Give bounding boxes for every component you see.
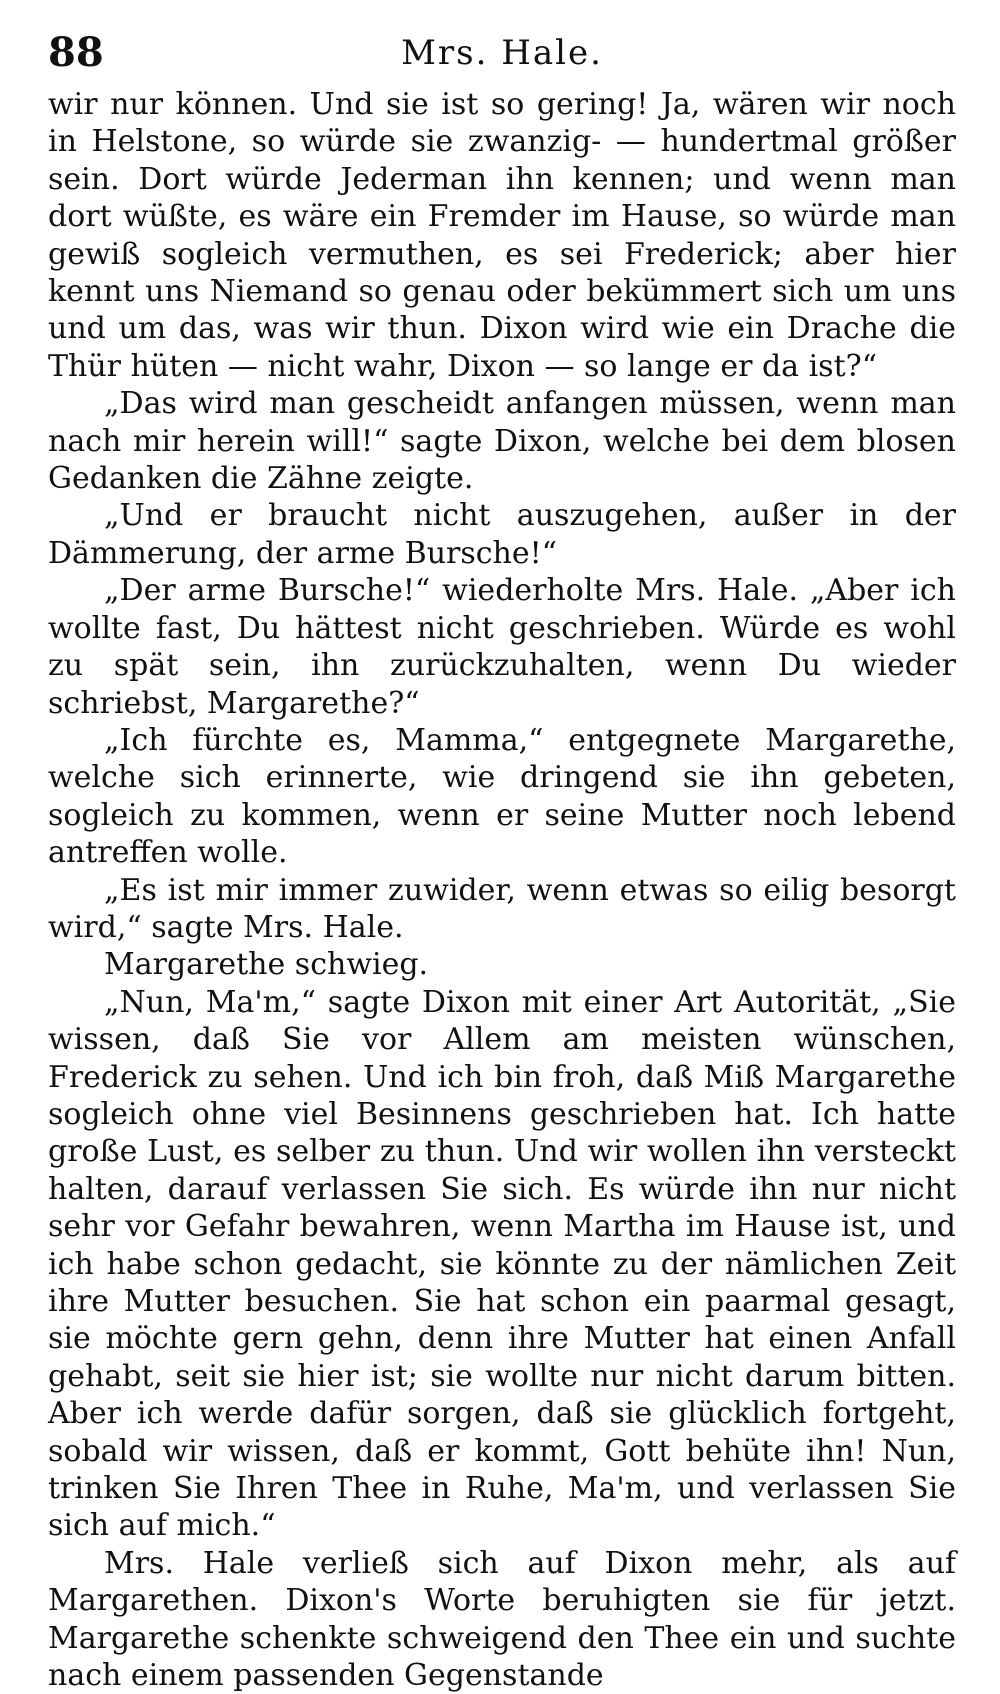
page-header <box>48 28 956 78</box>
paragraph: „Ich fürchte es, Mamma,“ entgegnete Margarethe, welche sich erinnerte, wie dringend sie ihn gebeten, sogleich zu kommen, wenn er seine Mutter noch lebend antreffen wolle. <box>48 722 956 871</box>
paragraph: Mrs. Hale verließ sich auf Dixon mehr, als auf Margarethen. Dixon's Worte beruhigten sie für jetzt. Margarethe schenkte schweigend den Thee ein und suchte nach einem passenden Gegenstande <box>48 1545 956 1694</box>
body-text <box>48 86 956 1694</box>
page-number: 88 <box>48 29 104 76</box>
paragraph: „Das wird man gescheidt anfangen müssen, wenn man nach mir herein will!“ sagte Dixon, welche bei dem blosen Gedanken die Zähne zeigte. <box>48 386 956 497</box>
paragraph: „Der arme Bursche!“ wiederholte Mrs. Hale. „Aber ich wollte fast, Du hättest nicht geschrieben. Würde es wohl zu spät sein, ihn zurückzuhalten, wenn Du wieder schriebst, Margarethe?“ <box>48 573 956 721</box>
paragraph: „Und er braucht nicht auszugehen, außer in der Dämmerung, der arme Bursche!“ <box>48 498 956 571</box>
running-head: Mrs. Hale. <box>401 33 603 73</box>
paragraph: „Nun, Ma'm,“ sagte Dixon mit einer Art Autorität, „Sie wissen, daß Sie vor Allem am meisten wünschen, Frederick zu sehen. Und ich bin froh, daß Miß Margarethe sogleich ohne viel Besinnens geschrieben hat. Ich hatte große Lust, es selber zu thun. Und wir wollen ihn versteckt halten, darauf verlassen Sie sich. Es würde ihn nur nicht sehr vor Gefahr bewahren, wenn Martha im Hause ist, und ich habe schon gedacht, sie könnte zu der nämlichen Zeit ihre Mutter besuchen. Sie hat schon ein paarmal gesagt, sie möchte gern gehn, denn ihre Mutter hat einen Anfall gehabt, seit sie hier ist; sie wollte nur nicht darum bitten. Aber ich werde dafür sorgen, daß sie glücklich fortgeht, sobald wir wissen, daß er kommt, Gott behüte ihn! Nun, trinken Sie Ihren Thee in Ruhe, Ma'm, und verlassen Sie sich auf mich.“ <box>48 984 956 1544</box>
paragraph: wir nur können. Und sie ist so gering! Ja, wären wir noch in Helstone, so würde sie zwanzig- — hundertmal größer sein. Dort würde Jederman ihn kennen; und wenn man dort wüßte, es wäre ein Fremder im Hause, so würde man gewiß sogleich vermuthen, es sei Frederick; aber hier kennt uns Niemand so genau oder bekümmert sich um uns und um das, was wir thun. Dixon wird wie ein Drache die Thür hüten — nicht wahr, Dixon — so lange er da ist?“ <box>48 87 956 384</box>
paragraph: Margarethe schwieg. <box>104 947 429 983</box>
paragraph: „Es ist mir immer zuwider, wenn etwas so eilig besorgt wird,“ sagte Mrs. Hale. <box>48 872 956 945</box>
